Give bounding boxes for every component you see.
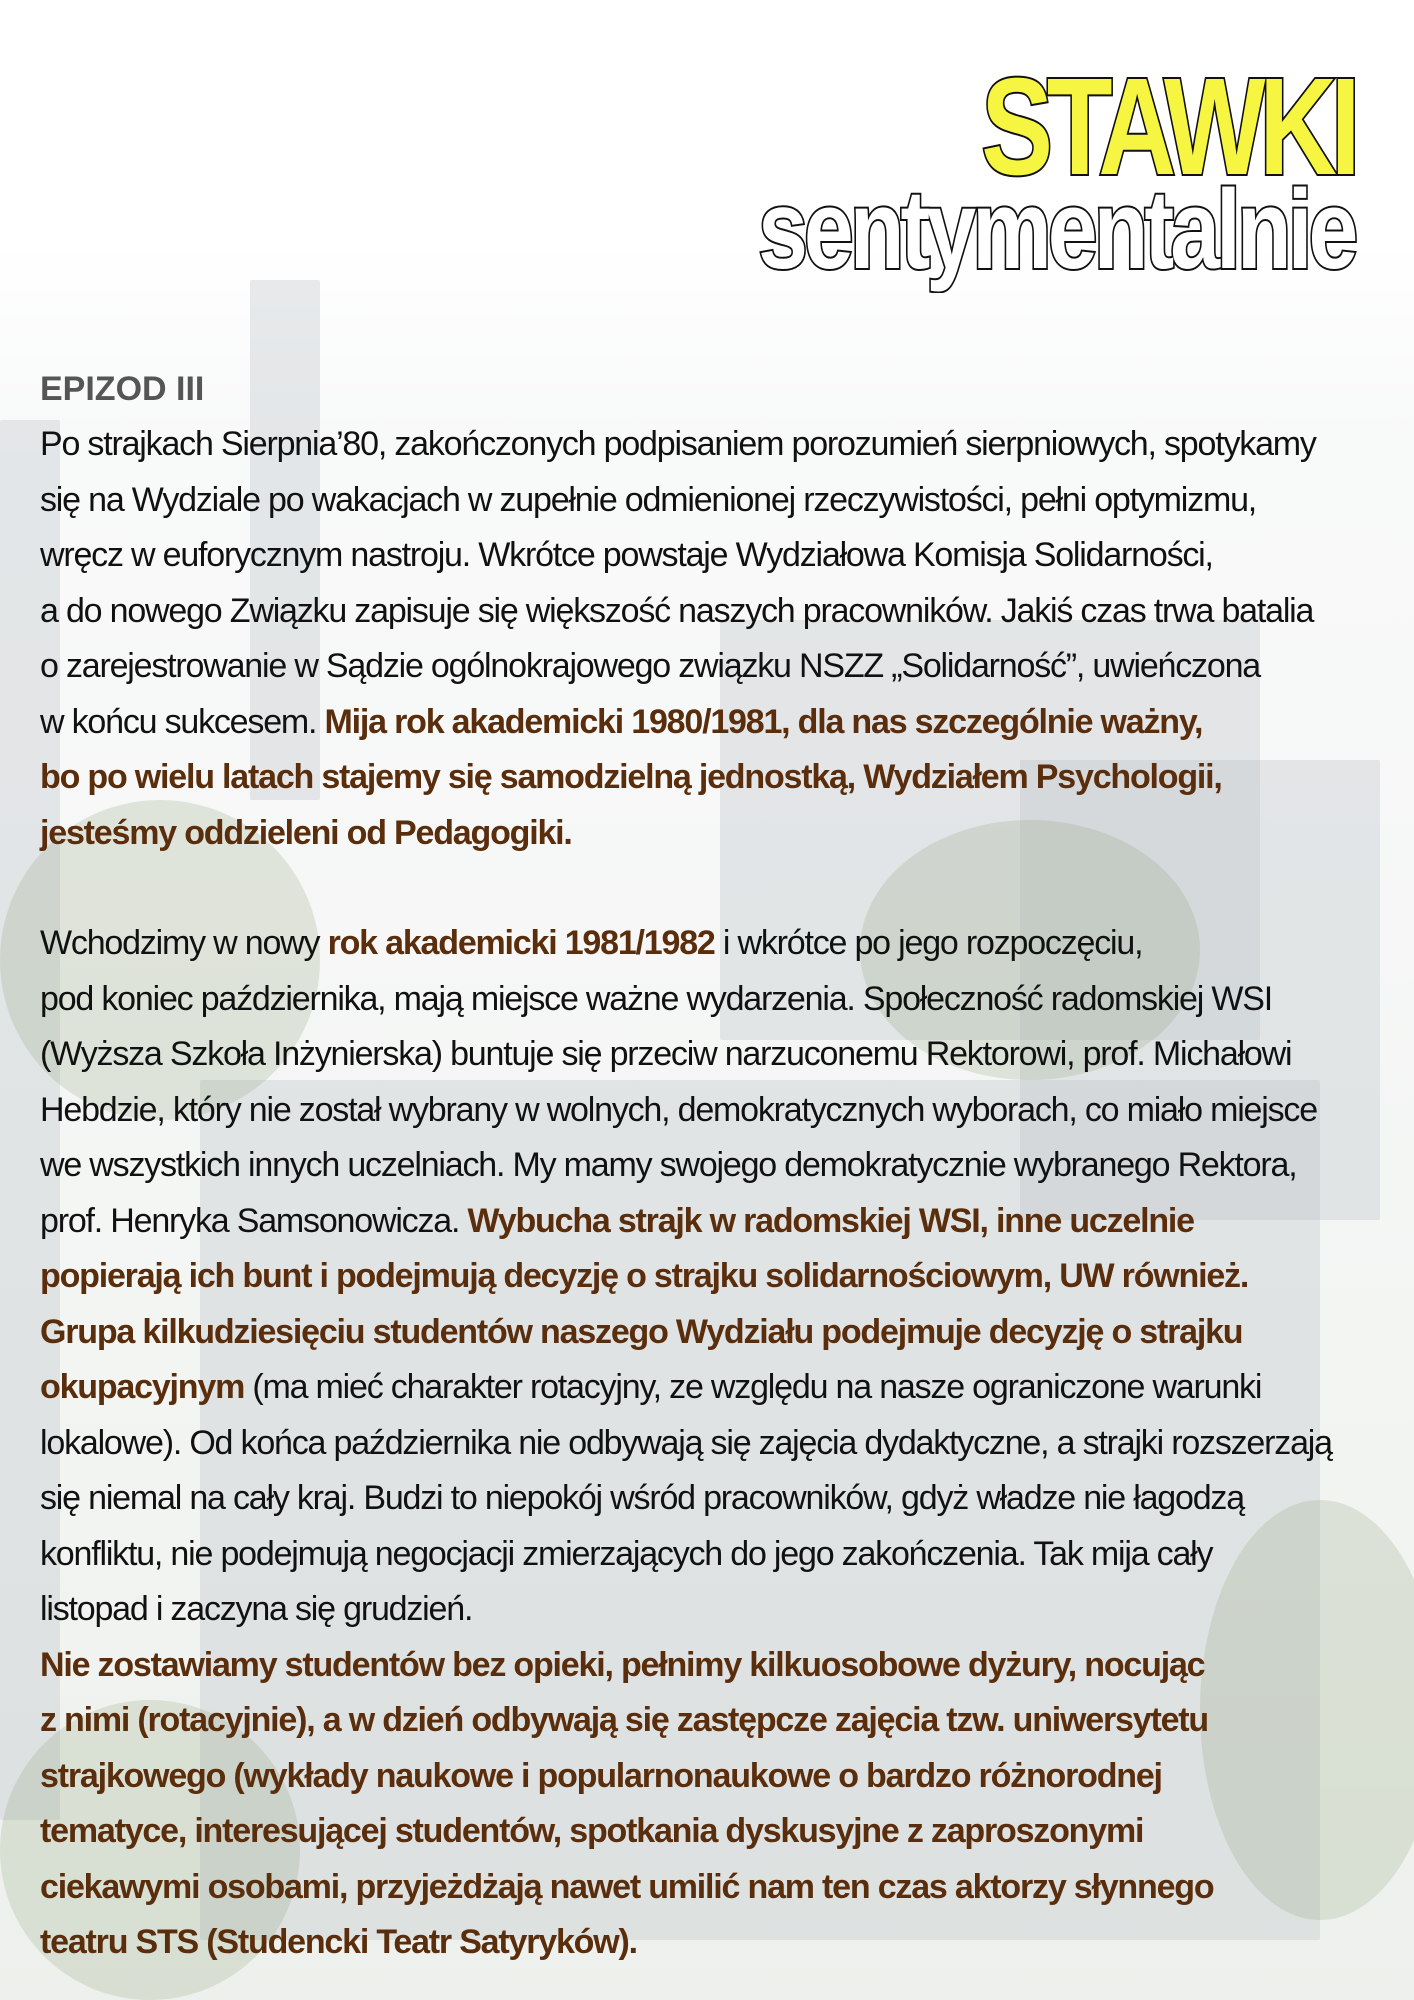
text-line-highlight: Nie zostawiamy studentów bez opieki, pełnimy kilkuosobowe dyżury, nocując xyxy=(40,1645,1205,1684)
text-plain: w końcu sukcesem. xyxy=(40,702,325,741)
text-line: się na Wydziale po wakacjach w zupełnie odmienionej rzeczywistości, pełni optymizmu, xyxy=(40,480,1257,519)
text-line xyxy=(40,1194,1380,1250)
text-line xyxy=(40,695,1380,751)
text-plain: prof. Henryka Samsonowicza. xyxy=(40,1201,468,1240)
text-plain: i wkrótce po jego rozpoczęciu, xyxy=(714,924,1143,962)
text-line: Po strajkach Sierpnia’80, zakończonych podpisaniem porozumień sierpniowych, spotykamy xyxy=(40,425,1316,463)
text-line: się niemal na cały kraj. Budzi to niepokój wśród pracowników, gdyż władze nie łagodzą xyxy=(40,1479,1244,1517)
text-highlight: Wybucha strajk w radomskiej WSI, inne uczelnie xyxy=(467,1201,1194,1240)
title-subtitle: sentymentalnie xyxy=(757,167,1354,292)
text-line-highlight: tematyce, interesującej studentów, spotkania dyskusyjne z zaproszonymi xyxy=(40,1812,1144,1850)
paragraph-1 xyxy=(40,417,1380,861)
text-line: (Wyższa Szkoła Inżynierska) buntuje się przeciw narzuconemu Rektorowi, prof. Michałowi xyxy=(40,1035,1292,1073)
text-line xyxy=(40,1360,1380,1416)
text-highlight: Mija rok akademicki 1980/1981, dla nas szczególnie ważny, xyxy=(324,702,1203,741)
text-line: lokalowe). Od końca października nie odbywają się zajęcia dydaktyczne, a strajki rozszerzają xyxy=(40,1423,1332,1462)
text-highlight: okupacyjnym xyxy=(40,1368,245,1406)
text-line: listopad i zaczyna się grudzień. xyxy=(40,1590,473,1628)
text-line: o zarejestrowanie w Sądzie ogólnokrajowego związku NSZZ „Solidarność”, uwieńczona xyxy=(40,647,1260,685)
text-line xyxy=(40,916,1380,972)
text-line: pod koniec października, mają miejsce ważne wydarzenia. Społeczność radomskiej WSI xyxy=(40,979,1272,1018)
text-line: wręcz w euforycznym nastroju. Wkrótce powstaje Wydziałowa Komisja Solidarności, xyxy=(40,536,1213,574)
text-line: we wszystkich innych uczelniach. My mamy swojego demokratycznie wybranego Rektora, xyxy=(40,1146,1297,1184)
article-body xyxy=(40,362,1380,1971)
text-line-highlight: ciekawymi osobami, przyjeżdżają nawet umilić nam ten czas aktorzy słynnego xyxy=(40,1867,1214,1906)
text-line-highlight: strajkowego (wykłady naukowe i popularnonaukowe o bardzo różnorodnej xyxy=(40,1756,1162,1795)
paragraph-spacer xyxy=(40,861,1380,916)
text-highlight: rok akademicki 1981/1982 xyxy=(327,924,715,962)
text-line: Hebdzie, który nie został wybrany w wolnych, demokratycznych wyborach, co miało miejsce xyxy=(40,1090,1317,1129)
title-block xyxy=(609,50,1354,292)
text-line-highlight: teatru STS (Studencki Teatr Satyryków). xyxy=(40,1923,637,1961)
text-line-highlight: jesteśmy oddzieleni od Pedagogiki. xyxy=(40,813,572,852)
title-main: STAWKI xyxy=(980,50,1354,204)
text-line: a do nowego Związku zapisuje się większość naszych pracowników. Jakiś czas trwa batalia xyxy=(40,591,1314,630)
paragraph-3 xyxy=(40,1638,1380,1971)
episode-heading: EPIZOD III xyxy=(40,370,205,408)
text-line-highlight: bo po wielu latach stajemy się samodzielną jednostką, Wydziałem Psychologii, xyxy=(40,758,1222,796)
text-line-highlight: Grupa kilkudziesięciu studentów naszego Wydziału podejmuje decyzję o strajku xyxy=(40,1312,1243,1351)
text-line-highlight: z nimi (rotacyjnie), a w dzień odbywają się zastępcze zajęcia tzw. uniwersytetu xyxy=(40,1701,1208,1739)
text-plain: Wchodzimy w nowy xyxy=(40,924,328,962)
text-plain: (ma mieć charakter rotacyjny, ze względu na nasze ograniczone warunki xyxy=(244,1368,1262,1406)
paragraph-2 xyxy=(40,916,1380,1638)
text-line-highlight: popierają ich bunt i podejmują decyzję o strajku solidarnościowym, UW również. xyxy=(40,1257,1249,1295)
text-line: konfliktu, nie podejmują negocjacji zmierzających do jego zakończenia. Tak mija cały xyxy=(40,1534,1213,1573)
